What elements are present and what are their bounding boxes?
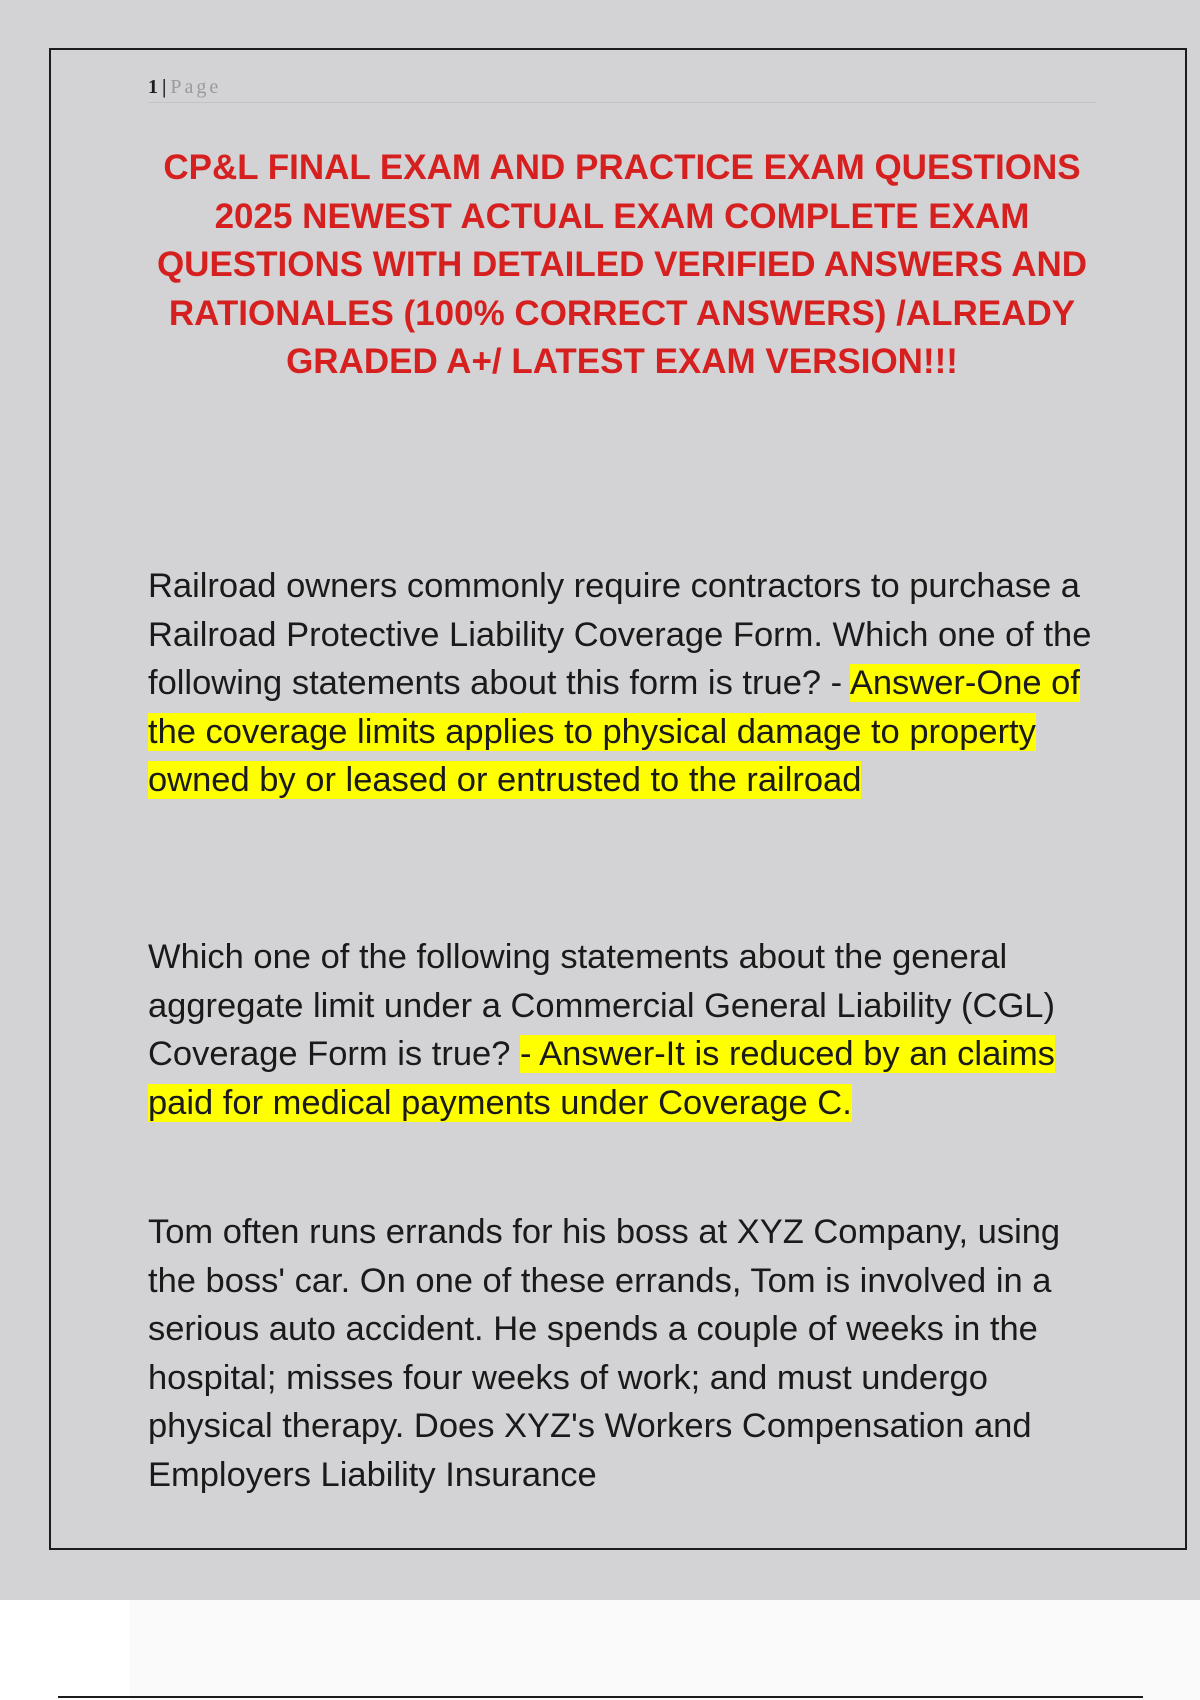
qa-item-workers-comp [148, 1208, 1108, 1499]
answer-highlight: - Answer-It is reduced by an claims paid for medical payments under Coverage C. [148, 1035, 1055, 1122]
page-separator: | [162, 76, 167, 98]
page-number: 1 [148, 76, 158, 98]
document-title: CP&L FINAL EXAM AND PRACTICE EXAM QUESTIONS 2025 NEWEST ACTUAL EXAM COMPLETE EXAM QUESTIONS WITH DETAILED VERIFIED ANSWERS AND RATIONALES (100% CORRECT ANSWERS) /ALREADY GRADED A+/ LATEST EXAM VERSION!!! [156, 148, 1088, 381]
qa-item-railroad-protective [148, 562, 1108, 805]
question-text: Railroad owners commonly require contractors to purchase a Railroad Protective Liability Coverage Form. Which one of the following statements about this form is true? - [148, 567, 1092, 702]
next-page-preview [130, 1600, 1200, 1700]
question-text: Tom often runs errands for his boss at XYZ Company, using the boss' car. On one of these errands, Tom is involved in a serious auto accident. He spends a couple of weeks in the hospital; misses four weeks of work; and must undergo physical therapy. Does XYZ's Workers Compensation and Employers Liability Insurance [148, 1213, 1061, 1494]
answer-highlight: Answer-One of the coverage limits applies to physical damage to property owned by or leased or entrusted to the railroad [148, 664, 1080, 799]
qa-item-cgl-aggregate [148, 933, 1108, 1127]
page-frame [49, 48, 1187, 1550]
next-page-rule [58, 1696, 1143, 1698]
question-text: Which one of the following statements about the general aggregate limit under a Commercial General Liability (CGL) Coverage Form is true? [148, 938, 1055, 1073]
page-header [148, 76, 1096, 103]
page-label: Page [170, 76, 222, 98]
